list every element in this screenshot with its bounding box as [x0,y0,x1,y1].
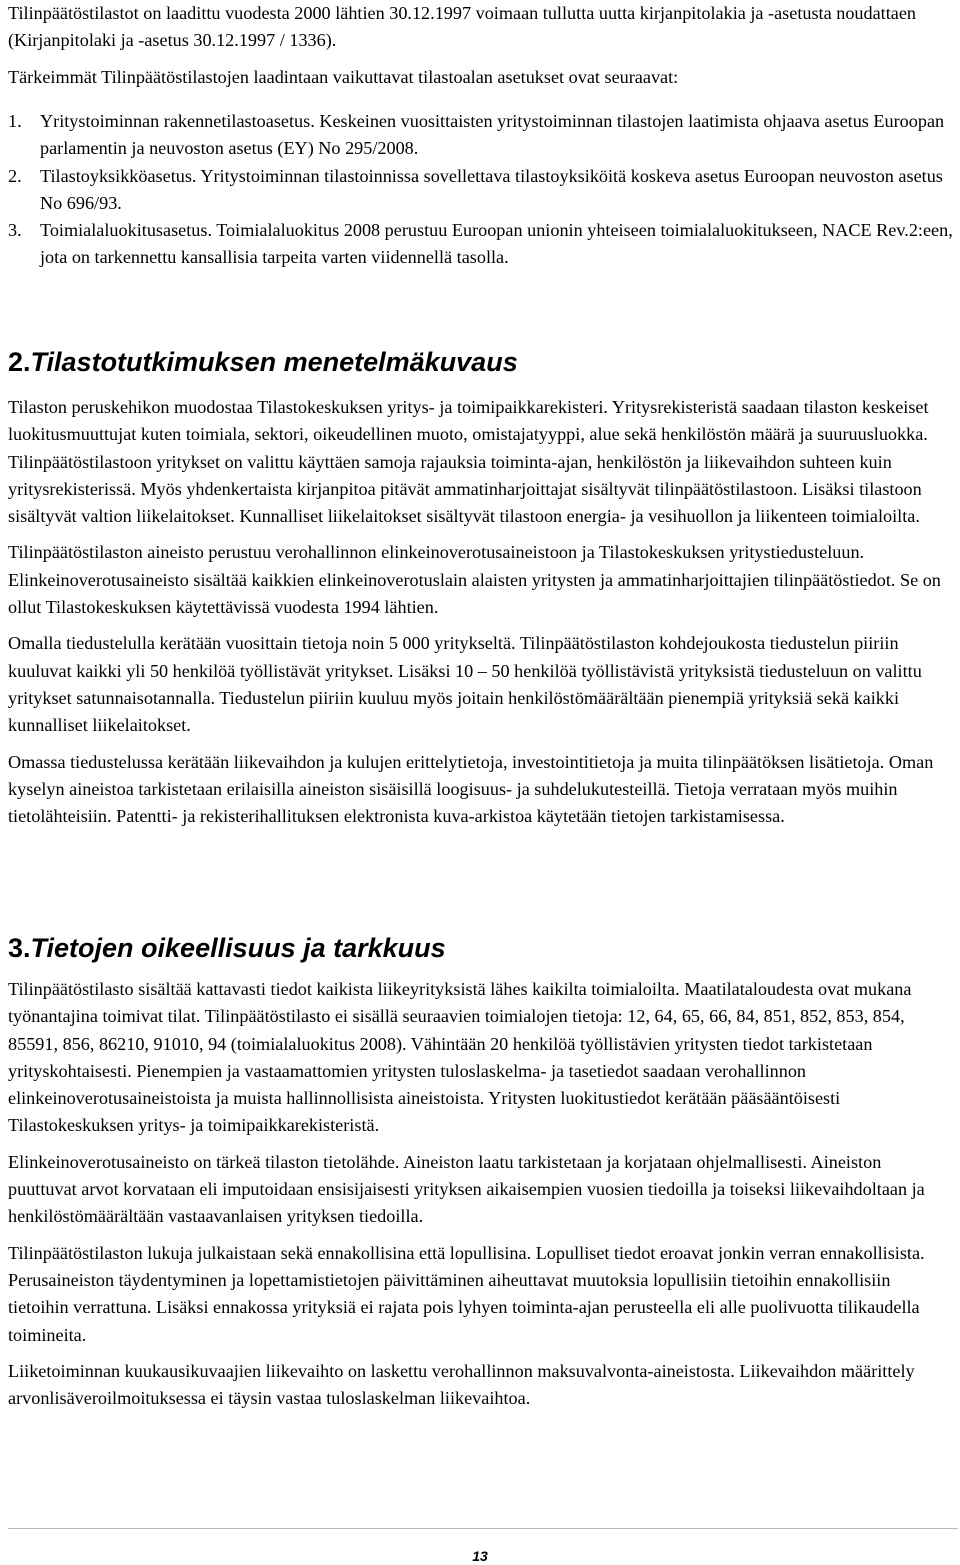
list-item-text: Keskeinen vuosittaisten yritystoiminnan tilastojen laatimista ohjaava asetus Euroopan parlamentin ja neuvoston asetus (EY) No 295/2008. [40,111,945,159]
list-item-title: Yritystoiminnan rakennetilastoasetus. [40,111,315,131]
section-body [8,394,953,839]
paragraph: Tilinpäätöstilaston aineisto perustuu verohallinnon elinkeinoverotusaineistoon ja Tilastokeskuksen yritystiedusteluun. Elinkeinoverotusaineisto sisältää kaikkien elinkeinoverotuslain alaisten yritysten ja ammatinharjoittajien tilinpäätöstiedot. Se on ollut Tilastokeskuksen käytettävissä vuodesta 1994 lähtien. [8,542,941,618]
list-item-title: Tilastoyksikköasetus. [40,165,197,186]
footer-divider [8,1528,958,1529]
list-item-number: 1. [8,111,22,131]
intro-lead: Tärkeimmät Tilinpäätöstilastojen laadintaan vaikuttavat tilastoalan asetukset ovat seuraavat: [8,67,679,87]
paragraph: Liiketoiminnan kuukausikuvaajien liikevaihto on laskettu verohallinnon maksuvalvonta-aineistosta. Liikevaihdon määrittely arvonlisäveroilmoituksessa ei täysin vastaa tuloslaskelman liikevaihtoa. [8,1360,915,1409]
paragraph: Tilinpäätöstilasto sisältää kattavasti tiedot kaikista liikeyrityksistä lähes kaikilta toimialoilta. Maatilataloudesta ovat mukana työnantajina toimivat tilat. Tilinpäätöstilasto ei sisällä seuraavien toimialojen tietoja: 12, 64, 65, 66, 84, 851, 852, 853, 854, 85591, 856, 86210, 91010, 94 (toimialaluokitus 2008). Vähintään 20 henkilöä työllistävien yritysten tiedot tarkistetaan yrityskohtaisesti. Pienempien ja vastaamattomien yritysten tuloslaskelma- ja tasetiedot saadaan verohallinnon elinkeinoverotusaineistoista ja muista hallinnollisista aineistoista. Yritysten luokitustiedot kerätään pääsääntöisesti Tilastokeskuksen yritys- ja toimipaikkarekisteristä. [8,979,912,1136]
regulation-list [8,108,953,272]
list-item [8,217,953,272]
list-item-number: 3. [8,220,22,241]
section-number: 3. [8,933,31,963]
paragraph: Tilaston peruskehikon muodostaa Tilastokeskuksen yritys- ja toimipaikkarekisteri. Yritysrekisteristä saadaan tilaston keskeiset luokitusmuuttujat kuten toimiala, sektori, oikeudellinen muoto, omistajatyyppi, alue sekä henkilöstön määrä ja suuruusluokka. Tilinpäätöstilastoon yritykset on valittu käyttäen samoja rajauksia toiminta-ajan, henkilöstön ja liikevaihdon suhteen kuin yritysrekisterissä. Myös yhdenkertaista kirjanpitoa pitävät ammatinharjoittajat sisältyvät tilinpäätöstilastoon. Lisäksi tilastoon sisältyvät valtion liikelaitokset. Kunnalliset liikelaitokset sisältyvät tilastoon energia- ja vesihuollon ja liikenteen toimialoilta. [8,397,929,527]
list-item-text: Yritystoiminnan tilastoinnissa sovellettava tilastoyksiköitä koskeva asetus Euroopan neuvoston asetus No 696/93. [40,165,943,213]
paragraph: Elinkeinoverotusaineisto on tärkeä tilaston tietolähde. Aineiston laatu tarkistetaan ja korjataan ohjelmallisesti. Aineiston puuttuvat arvot korvataan eli imputoidaan ensisijaisesti yrityksen aikaisempien vuosien tiedoilla ja toiseksi liikevaihdoltaan ja henkilöstömäärältään vastaavanlaisen yrityksen tiedoilla. [8,1151,925,1227]
list-item-title: Toimialaluokitusasetus. [40,220,212,241]
section-number: 2. [8,347,31,377]
list-item-text: Toimialaluokitus 2008 perustuu Euroopan unionin yhteiseen toimialaluokitukseen, NACE Rev.2:een, jota on tarkennettu kansallisia tarpeita varten viidennellä tasolla. [40,220,953,268]
section-title: Tilastotutkimuksen menetelmäkuvaus [30,347,518,377]
list-item [8,163,953,218]
section-title: Tietojen oikeellisuus ja tarkkuus [30,933,446,963]
paragraph: Tilinpäätöstilaston lukuja julkaistaan sekä ennakollisina että lopullisina. Lopulliset tiedot eroavat jonkin verran ennakollisista. Perusaineiston täydentyminen ja lopettamistietojen päivittäminen aiheuttavat muutoksia lopullisiin tietoihin ennakollisiin tietoihin verrattuna. Lisäksi ennakossa yrityksiä ei rajata pois lyhyen toiminta-ajan perusteella eli alle puolivuotta tilikaudella toimineita. [8,1242,925,1345]
intro-paragraph: Tilinpäätöstilastot on laadittu vuodesta 2000 lähtien 30.12.1997 voimaan tullutta uutta kirjanpitolakia ja -asetusta noudattaen (Kirjanpitolaki ja -asetus 30.12.1997 / 1336). [8,3,917,51]
page-number: 13 [472,1548,488,1564]
paragraph: Omalla tiedustelulla kerätään vuosittain tietoja noin 5 000 yritykseltä. Tilinpäätöstilaston kohdejoukosta tiedustelun piiriin kuuluvat kaikki yli 50 henkilöä työllistävät yritykset. Lisäksi 10 – 50 henkilöä työllistävistä yrityksistä tiedusteluun on valittu yritykset satunnaisotannalla. Tiedustelun piiriin kuuluu myös joitain henkilöstömäärältään pienempiä yrityksiä sekä kaikki kunnalliset liikelaitokset. [8,633,922,736]
section-body [8,976,953,1421]
list-item-number: 2. [8,165,22,186]
section-heading [8,932,446,964]
section-heading [8,346,518,378]
paragraph: Omassa tiedustelussa kerätään liikevaihdon ja kulujen erittelytietoja, investointitietoja ja muita tilinpäätöksen lisätietoja. Oman kyselyn aineistoa tarkistetaan erilaisilla aineiston sisäisillä loogisuus- ja suhdelukutesteillä. Tietoja verrataan myös muihin tietolähteisiin. Patentti- ja rekisterihallituksen elektronista kuva-arkistoa käytetään tietojen tarkistamisessa. [8,751,934,827]
list-item [8,108,953,163]
